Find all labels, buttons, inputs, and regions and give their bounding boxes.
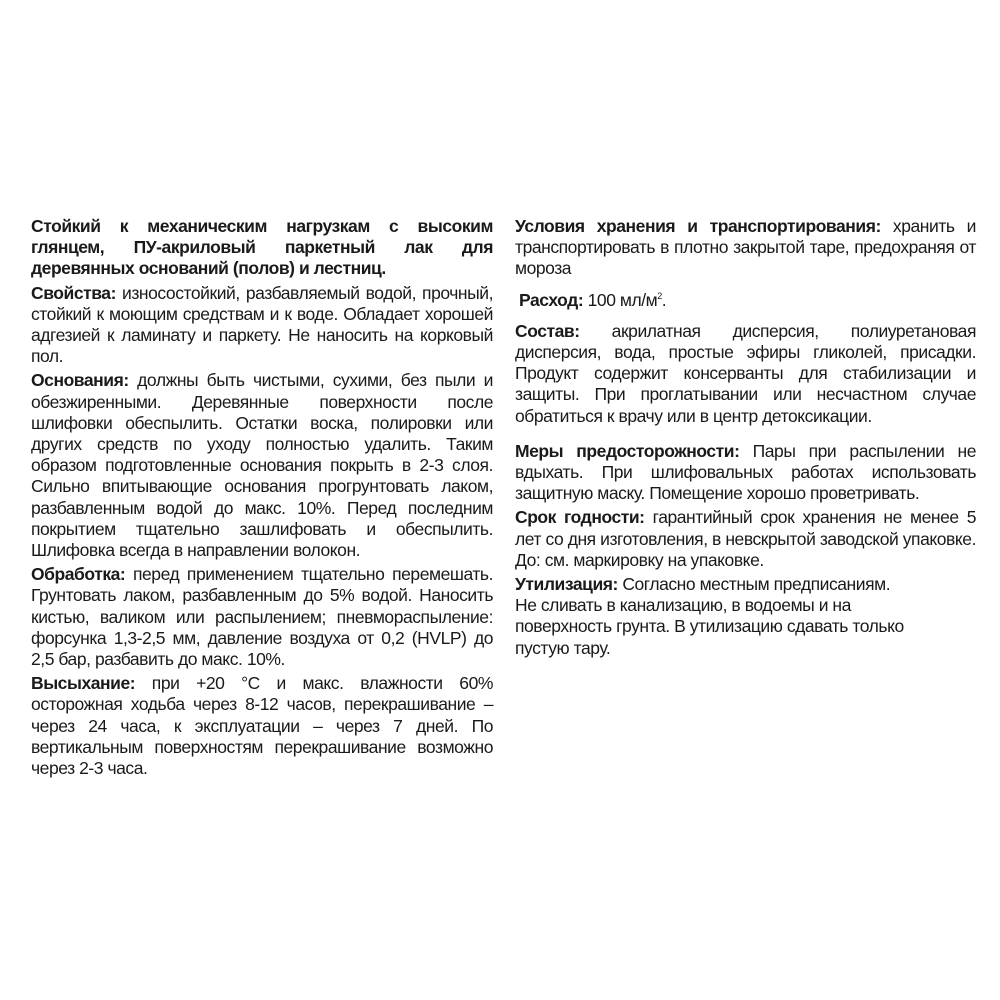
drying-text: при +20 °С и макс. влажности 60% осторожная ходьба через 8-12 часов, перекрашивание – через 24 часа, к эксплуатации – через 7 дней. По вертикальным поверхностям перекрашивание возможно через 2-3 часа. xyxy=(31,673,493,779)
bases-paragraph xyxy=(31,370,493,561)
shelf-life-paragraph xyxy=(515,507,976,571)
precautions-paragraph xyxy=(515,441,976,505)
processing-label: Обработка: xyxy=(31,564,126,585)
disposal-paragraph xyxy=(515,574,905,659)
shelf-life-text: гарантийный срок хранения не менее 5 лет со дня изготовления, в невскрытой заводской упаковке. До: см. маркировку на упаковке. xyxy=(515,507,976,570)
drying-paragraph xyxy=(31,673,493,779)
precautions-text: Пары при распылении не вдыхать. При шлифовальных работах использовать защитную маску. Помещение хорошо проветривать. xyxy=(515,440,977,504)
properties-label: Свойства: xyxy=(31,282,116,303)
properties-text: износостойкий, разбавляемый водой, прочный, стойкий к моющим средствам и к воде. Обладает хорошей адгезией к ламинату и паркету. Не наносить на корковый пол. xyxy=(31,282,493,367)
intro-paragraph: Стойкий к механическим нагрузкам с высоким глянцем, ПУ-акриловый паркетный лак для деревянных оснований (полов) и лестниц. xyxy=(31,216,493,279)
right-column xyxy=(515,216,976,662)
consumption-tail: . xyxy=(661,289,667,310)
storage-paragraph xyxy=(515,216,976,280)
shelf-life-label: Срок годности: xyxy=(515,507,645,528)
consumption-text: 100 мл/м xyxy=(583,289,658,310)
processing-paragraph xyxy=(31,564,493,670)
storage-label: Условия хранения и транспортирования: xyxy=(515,216,881,236)
processing-text: перед применением тщательно перемешать. Грунтовать лаком, разбавленным до 5% водой. Наносить кистью, валиком или распылением; пневмораспыление: форсунка 1,3-2,5 мм, давление воздуха от 0,2 (HVLP) до 2,5 бар, разбавить до макс. 10%. xyxy=(31,564,493,670)
left-column xyxy=(31,216,493,782)
drying-label: Высыхание: xyxy=(31,673,136,694)
consumption-superscript: 2 xyxy=(657,290,662,301)
composition-label: Состав: xyxy=(515,320,580,341)
properties-paragraph xyxy=(31,283,493,368)
composition-text: акрилатная дисперсия, полиуретановая дисперсия, вода, простые эфиры гликолей, присадки. Продукт содержит консерванты для стабилизации и защиты. При проглатывании или несчастном случае обратиться к врачу или в центр детоксикации. xyxy=(515,320,976,426)
bases-text: должны быть чистыми, сухими, без пыли и обезжиренными. Деревянные поверхности после шлифовки обеспылить. Остатки воска, полировки или других средств по уходу полностью удалить. Таким образом подготовленные основания покрыть в 2-3 слоя. Сильно впитывающие основания прогрунтовать лаком, разбавленным водой до макс. 10%. Перед последним покрытием тщательно зашлифовать и обеспылить. Шлифовка всегда в направлении волокон. xyxy=(31,370,493,561)
consumption-label: Расход: xyxy=(519,289,584,310)
storage-text: хранить и транспортировать в плотно закрытой таре, предохраняя от мороза xyxy=(515,216,976,279)
bases-label: Основания: xyxy=(31,370,129,391)
disposal-text: Согласно местным предписаниям. Не сливать в канализацию, в водоемы и на поверхность грунта. В утилизацию сдавать только пустую тару. xyxy=(515,574,904,658)
composition-paragraph xyxy=(515,321,976,427)
precautions-label: Меры предосторожности: xyxy=(515,440,740,461)
disposal-label: Утилизация: xyxy=(515,574,618,595)
consumption-paragraph xyxy=(515,290,976,311)
